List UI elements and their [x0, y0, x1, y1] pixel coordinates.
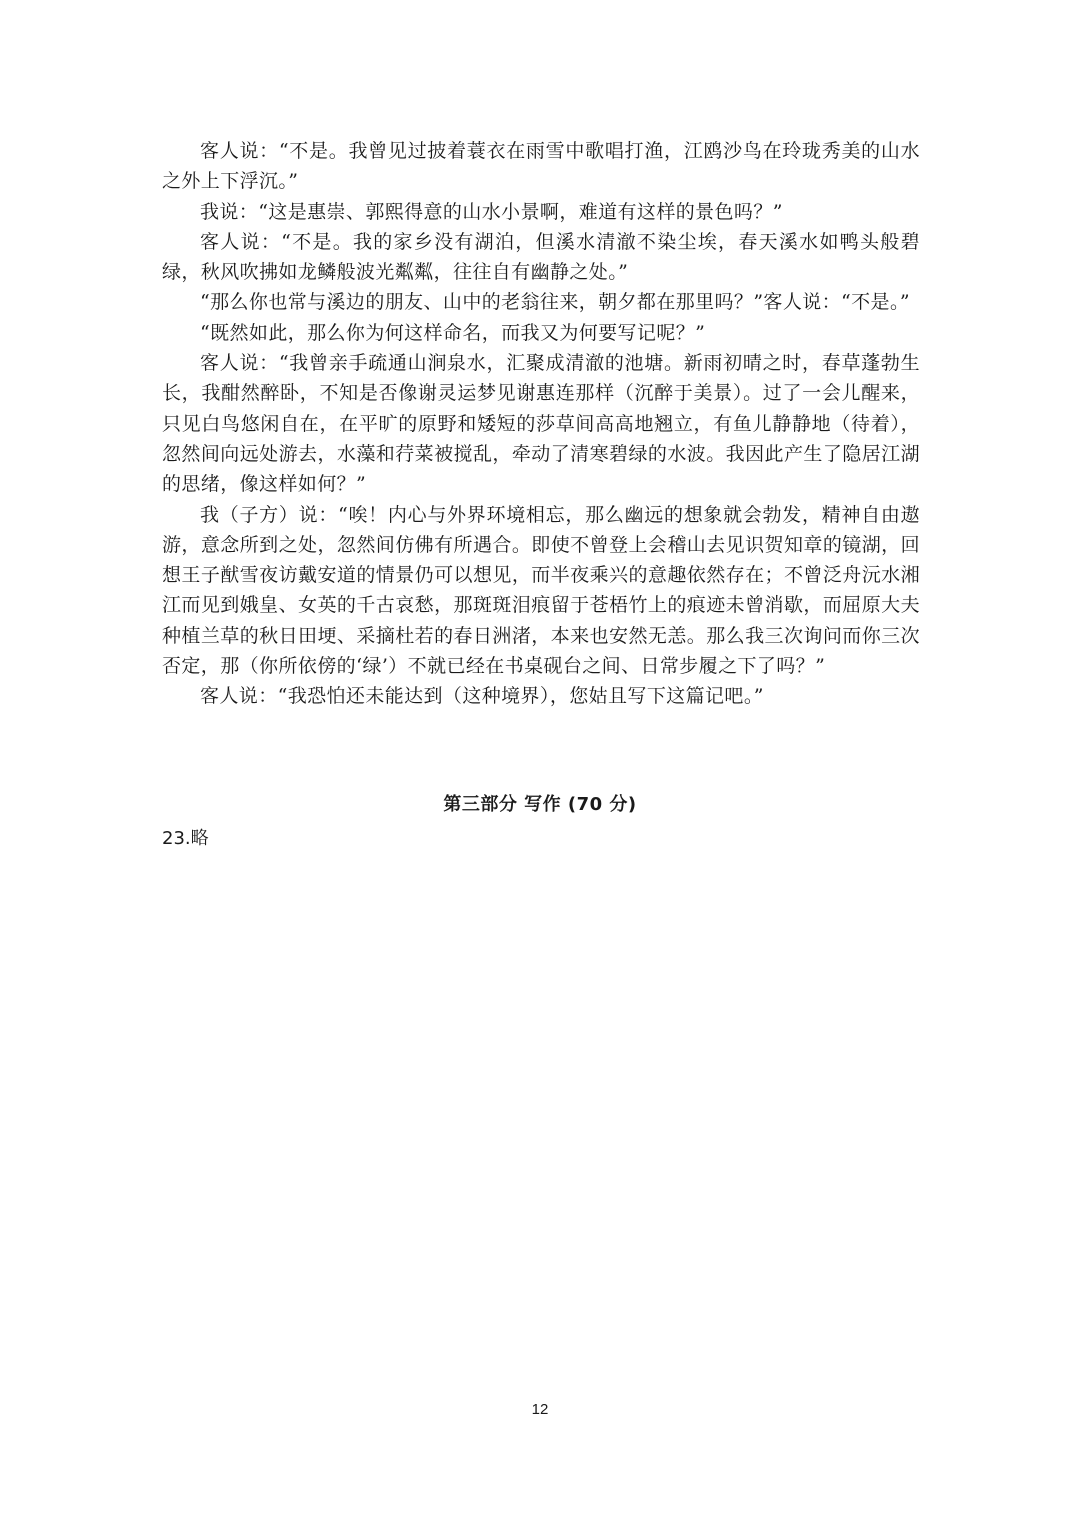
answer-item: 23.略: [162, 828, 209, 849]
paragraph: 我说：“这是惠崇、郭熙得意的山水小景啊，难道有这样的景色吗？”: [200, 200, 783, 223]
paragraph: 我（子方）说：“唉！内心与外界环境相忘，那么幽远的想象就会勃发，精神自由遨游，意念所到之处，忽然间仿佛有所遇合。即使不曾登上会稽山去见识贺知章的镜湖，回想王子猷雪夜访戴安道的情景仍可以想见，而半夜乘兴的意趣依然存在；不曾泛舟沅水湘江而见到娥皇、女英的千古哀愁，那斑斑泪痕留于苍梧竹上的痕迹未曾消歇，而屈原大夫种植兰草的秋日田埂、采摘杜若的春日洲渚，本来也安然无恙。那么我三次询问而你三次否定，那（你所依傍的‘绿’）不就已经在书桌砚台之间、日常步履之下了吗？”: [162, 503, 920, 678]
paragraph: 客人说：“不是。我的家乡没有湖泊，但溪水清澈不染尘埃，春天溪水如鸭头般碧绿，秋风吹拂如龙鳞般波光粼粼，往往自有幽静之处。”: [162, 230, 920, 284]
paragraph: 客人说：“我恐怕还未能达到（这种境界），您姑且写下这篇记吧。”: [200, 685, 764, 708]
paragraph: “那么你也常与溪边的朋友、山中的老翁往来，朝夕都在那里吗？”客人说：“不是。”: [200, 291, 910, 314]
paragraph: 客人说：“我曾亲手疏通山涧泉水，汇聚成清澈的池塘。新雨初晴之时，春草蓬勃生长，我酣然醉卧，不知是否像谢灵运梦见谢惠连那样（沉醉于美景）。过了一会儿醒来，只见白鸟悠闲自在，在平旷的原野和矮短的莎草间高高地翘立，有鱼儿静静地（待着），忽然间向远处游去，水藻和荇菜被搅乱，牵动了清寒碧绿的水波。我因此产生了隐居江湖的思绪，像这样如何？”: [162, 352, 920, 496]
translation-text: [162, 136, 920, 712]
paragraph: “既然如此，那么你为何这样命名，而我又为何要写记呢？”: [200, 321, 706, 344]
section-heading: 第三部分 写作 (70 分): [443, 794, 637, 815]
page-number: 12: [531, 1401, 549, 1418]
paragraph: 客人说：“不是。我曾见过披着蓑衣在雨雪中歌唱打渔，江鸥沙鸟在玲珑秀美的山水之外上下浮沉。”: [162, 140, 920, 193]
